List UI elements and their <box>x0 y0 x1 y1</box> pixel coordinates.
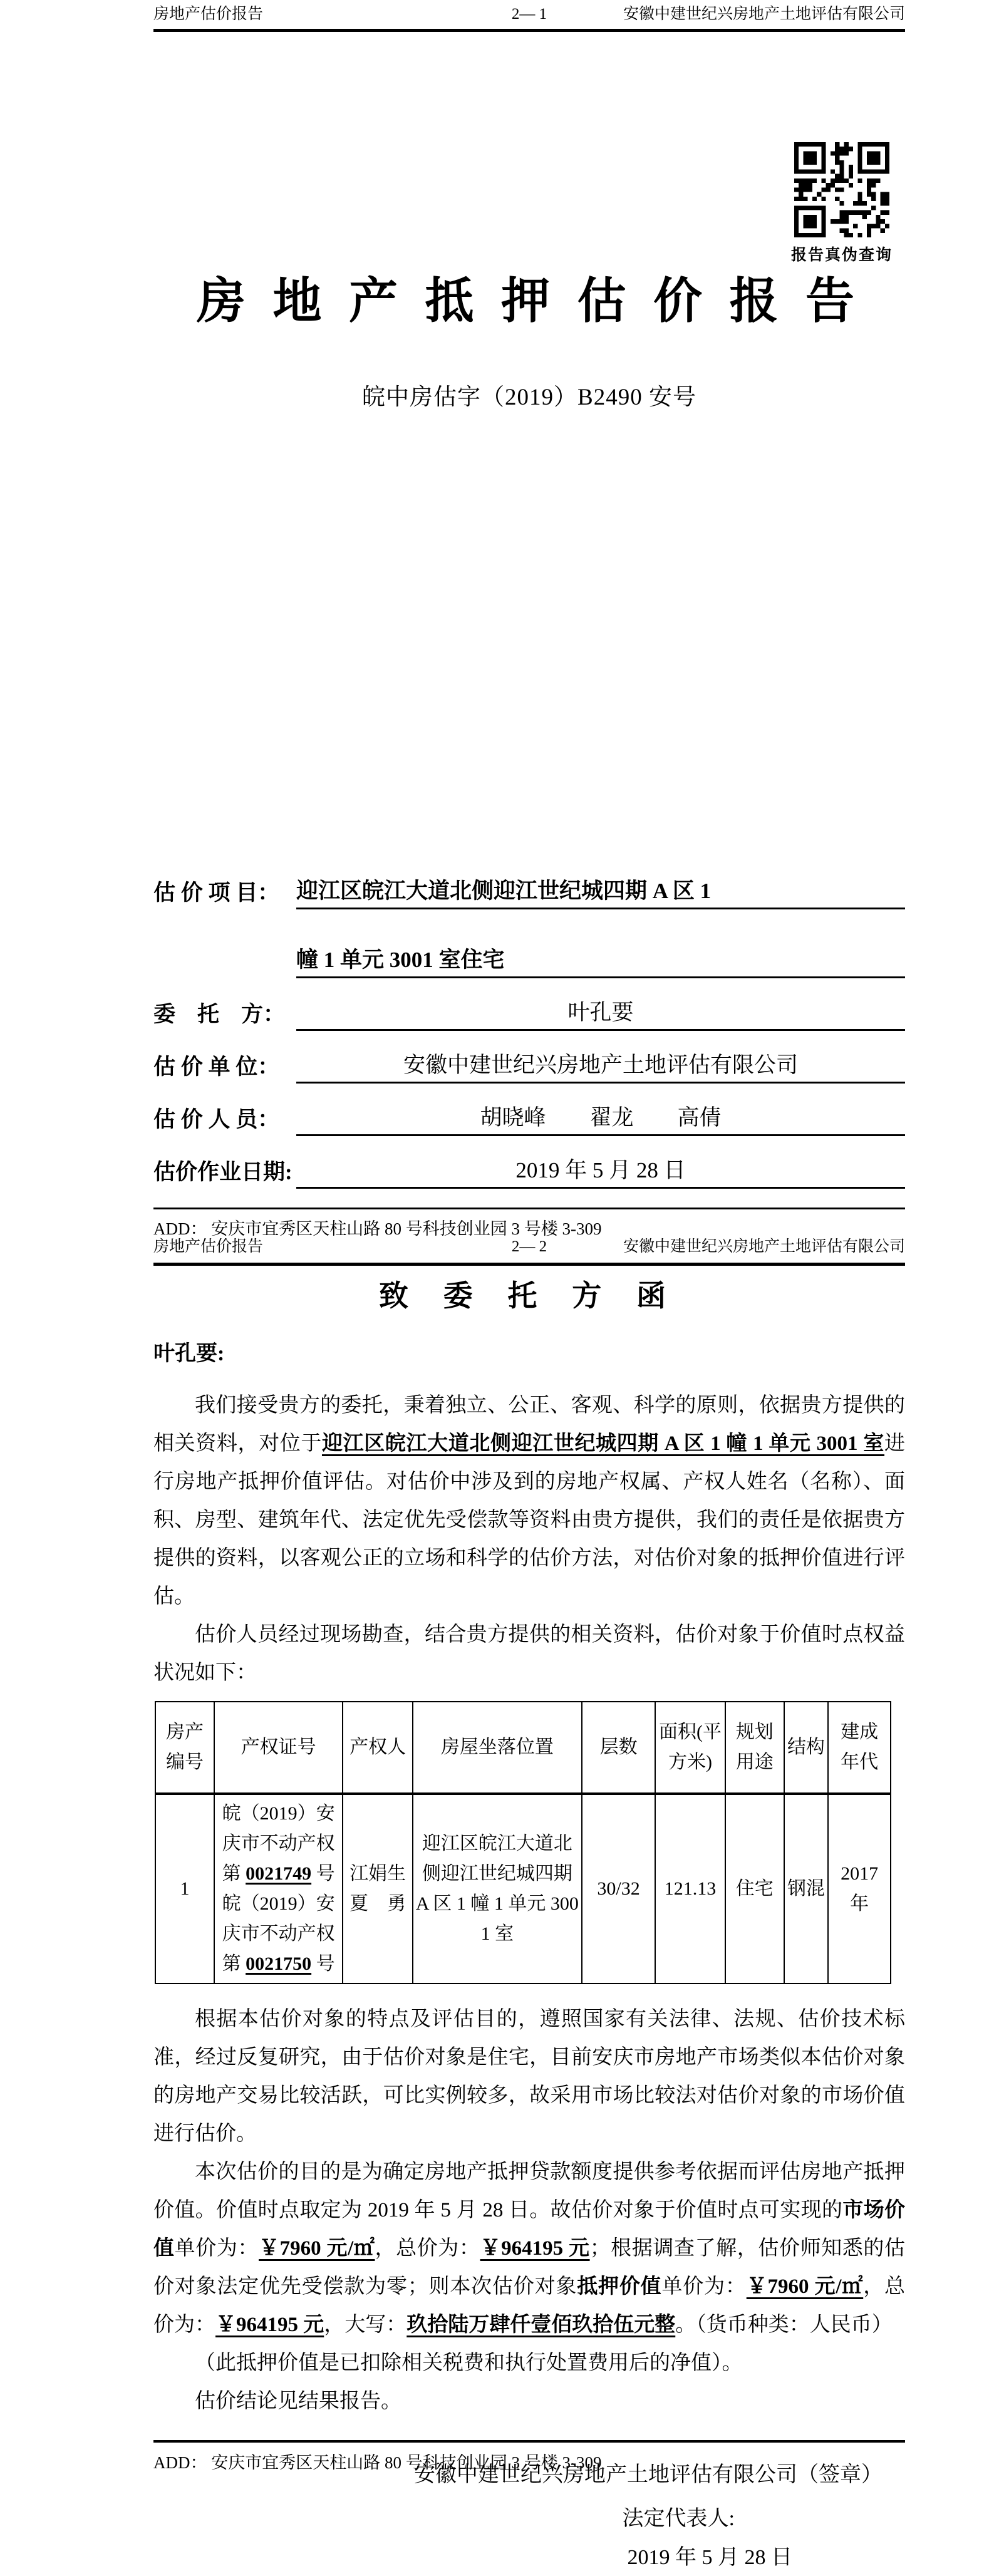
field-project-row1 <box>153 864 905 909</box>
page2-header-rule <box>153 1263 905 1266</box>
valuation-seg-7: ；根据调查了解，估价师知悉的估价对象法定优先受偿款为零；则本次估价对象 <box>153 2237 906 2298</box>
col-header-owner: 产权人 <box>343 1702 413 1794</box>
valuation-mortgage-value-term: 抵押价值 <box>577 2275 662 2298</box>
page1-footer-rule <box>153 1208 905 1209</box>
field-date-row <box>153 1136 905 1189</box>
field-date-label: 估价作业日期: <box>153 1160 293 1184</box>
valuation-seg-13: ，大写： <box>324 2314 407 2336</box>
col-header-structure: 结构 <box>784 1702 828 1794</box>
col-header-planned-use: 规划用途 <box>725 1702 784 1794</box>
paragraph-method: 根据本估价对象的特点及评估目的，遵照国家有关法律、法规、估价技术标准，经过反复研究，由于估价对象是住宅，目前安庆市房地产市场类似本估价对象的房地产交易比较活跃，可比实例较多，故采用市场比较法对估价对象的市场价值进行估价。 <box>153 2008 905 2145</box>
property-table <box>155 1701 891 1984</box>
letter-body <box>153 1273 905 2576</box>
letter-title: 致 委 托 方 函 <box>379 1280 680 1313</box>
paragraph-intro-property: 迎江区皖江大道北侧迎江世纪城四期 A 区 1 幢 1 单元 3001 室 <box>321 1432 885 1455</box>
field-project-label: 估 价 项 目： <box>153 881 280 905</box>
cert1-suffix: 号 <box>311 1863 335 1884</box>
report-number: 皖中房估字（2019）B2490 安号 <box>362 385 696 410</box>
field-client-value: 叶孔要 <box>296 995 905 1031</box>
amount-in-words: 玖拾陆万肆仟壹佰玖拾伍元整 <box>406 2314 676 2336</box>
qr-block <box>790 142 901 265</box>
running-header-doc-type: 房地产估价报告 <box>153 6 264 23</box>
field-project-label-spacer <box>153 976 296 978</box>
page2-running-header <box>153 1238 905 1256</box>
field-agency-label: 估 价 单 位： <box>153 1055 280 1079</box>
col-header-property-no: 房产编号 <box>155 1702 214 1794</box>
cert2-prefix: 皖（2019）安庆市不动产权第 <box>222 1893 335 1974</box>
cell-planned-use: 住宅 <box>725 1794 784 1984</box>
page1-footer-address: ADD： 安庆市宜秀区天柱山路 80 号科技创业园 3 号楼 3-309 <box>153 1219 602 1238</box>
cell-owner <box>343 1794 413 1984</box>
property-table-head <box>155 1702 891 1794</box>
field-staff-row <box>153 1084 905 1136</box>
qr-caption: 报告真伪查询 <box>790 247 893 264</box>
table-row <box>155 1794 891 1984</box>
paragraph-net-value-note: （此抵押价值是已扣除相关税费和执行处置费用后的净值）。 <box>195 2352 743 2374</box>
paragraph-valuation <box>153 2153 905 2344</box>
qr-code <box>794 142 889 237</box>
market-total-price: ￥964195 元 <box>480 2237 590 2260</box>
cert2-number: 0021750 <box>246 1953 312 1974</box>
cert1-prefix: 皖（2019）安庆市不动产权第 <box>222 1803 335 1884</box>
field-project-row2 <box>153 909 905 978</box>
col-header-area: 面积(平方米) <box>655 1702 725 1794</box>
field-staff-value: 胡晓峰 翟龙 高倩 <box>296 1100 905 1136</box>
cell-floors: 30/32 <box>582 1794 655 1984</box>
running-header-page-number: 2— 1 <box>511 6 547 23</box>
page2-footer-rule <box>153 2440 905 2443</box>
owner-name-1: 江娟生 <box>349 1863 406 1884</box>
col-header-cert-no: 产权证号 <box>214 1702 343 1794</box>
running-header-doc-type: 房地产估价报告 <box>153 1238 264 1255</box>
field-project-value-line2: 幢 1 单元 3001 室住宅 <box>296 943 905 978</box>
cert2-suffix: 号 <box>311 1953 335 1974</box>
paragraph-intro <box>153 1387 905 1616</box>
signature-date: 2019 年 5 月 28 日 <box>627 2546 792 2569</box>
page1-running-header <box>153 5 905 24</box>
col-header-location: 房屋坐落位置 <box>413 1702 582 1794</box>
running-header-page-number: 2— 2 <box>511 1238 547 1255</box>
col-header-build-year: 建成年代 <box>828 1702 891 1794</box>
paragraph-conclusion-ref: 估价结论见结果报告。 <box>195 2390 401 2413</box>
cert1-number: 0021749 <box>246 1863 312 1884</box>
field-agency-value: 安徽中建世纪兴房地产土地评估有限公司 <box>296 1048 905 1084</box>
valuation-seg-5: ，总价为： <box>375 2237 480 2260</box>
cell-area: 121.13 <box>655 1794 725 1984</box>
page2-footer-address: ADD： 安庆市宜秀区天柱山路 80 号科技创业园 3 号楼 3-309 <box>153 2453 602 2472</box>
cell-build-year: 2017 年 <box>828 1794 891 1984</box>
table-header-row <box>155 1702 891 1794</box>
cover-fields <box>153 864 905 1189</box>
valuation-seg-1: 本次估价的目的是为确定房地产抵押贷款额度提供参考依据而评估房地产抵押价值。价值时点取定为 2019 年 5 月 28 日。故估价对象于价值时点可实现的 <box>153 2161 905 2222</box>
page1-header-rule <box>153 29 905 32</box>
paragraph-intro-post: 进行房地产抵押价值评估。对估价中涉及到的房地产权属、产权人姓名（名称）、面积、房型、建筑年代、法定优先受偿款等资料由贵方提供，我们的责任是依据贵方提供的资料，以客观公正的立场和科学的估价方法，对估价对象的抵押价值进行评估。 <box>153 1432 906 1608</box>
valuation-seg-3: 单价为： <box>174 2237 259 2260</box>
field-project-value-line1: 迎江区皖江大道北侧迎江世纪城四期 A 区 1 <box>296 874 905 909</box>
valuation-market-value-term: 市场价值 <box>153 2199 906 2260</box>
paragraph-survey: 估价人员经过现场勘查，结合贵方提供的相关资料，估价对象于价值时点权益状况如下： <box>153 1623 905 1684</box>
signature-legal-representative: 法定代表人: <box>622 2507 735 2530</box>
signature-company: 安徽中建世纪兴房地产土地评估有限公司（签章） <box>414 2463 883 2486</box>
col-header-floors: 层数 <box>582 1702 655 1794</box>
letter-salutation: 叶孔要: <box>153 1342 225 1365</box>
field-date-value: 2019 年 5 月 28 日 <box>296 1153 905 1189</box>
cell-property-no: 1 <box>155 1794 214 1984</box>
owner-name-2: 夏 勇 <box>349 1893 406 1914</box>
property-table-body <box>155 1794 891 1984</box>
paragraph-intro-pre: 我们接受贵方的委托，秉着独立、公正、客观、科学的原则，依据贵方提供的相关资料，对位于 <box>153 1394 905 1455</box>
mortgage-total-price: ￥964195 元 <box>215 2314 324 2336</box>
running-header-company: 安徽中建世纪兴房地产土地评估有限公司 <box>623 1238 905 1255</box>
running-header-company: 安徽中建世纪兴房地产土地评估有限公司 <box>623 6 905 23</box>
mortgage-unit-price: ￥7960 元/㎡ <box>746 2275 864 2298</box>
valuation-seg-15: 。（货币种类：人民币） <box>675 2314 893 2336</box>
valuation-seg-9: 单价为： <box>661 2275 747 2298</box>
valuation-seg-11: ，总价为： <box>153 2275 906 2336</box>
cell-structure: 钢混 <box>784 1794 828 1984</box>
market-unit-price: ￥7960 元/㎡ <box>259 2237 375 2260</box>
cell-cert-no <box>214 1794 343 1984</box>
document-title: 房 地 产 抵 押 估 价 报 告 <box>196 274 862 328</box>
cell-location: 迎江区皖江大道北侧迎江世纪城四期 A 区 1 幢 1 单元 3001 室 <box>413 1794 582 1984</box>
field-client-row <box>153 978 905 1031</box>
field-client-label: 委 托 方： <box>153 1002 286 1027</box>
field-agency-row <box>153 1031 905 1084</box>
field-staff-label: 估 价 人 员： <box>153 1107 280 1132</box>
